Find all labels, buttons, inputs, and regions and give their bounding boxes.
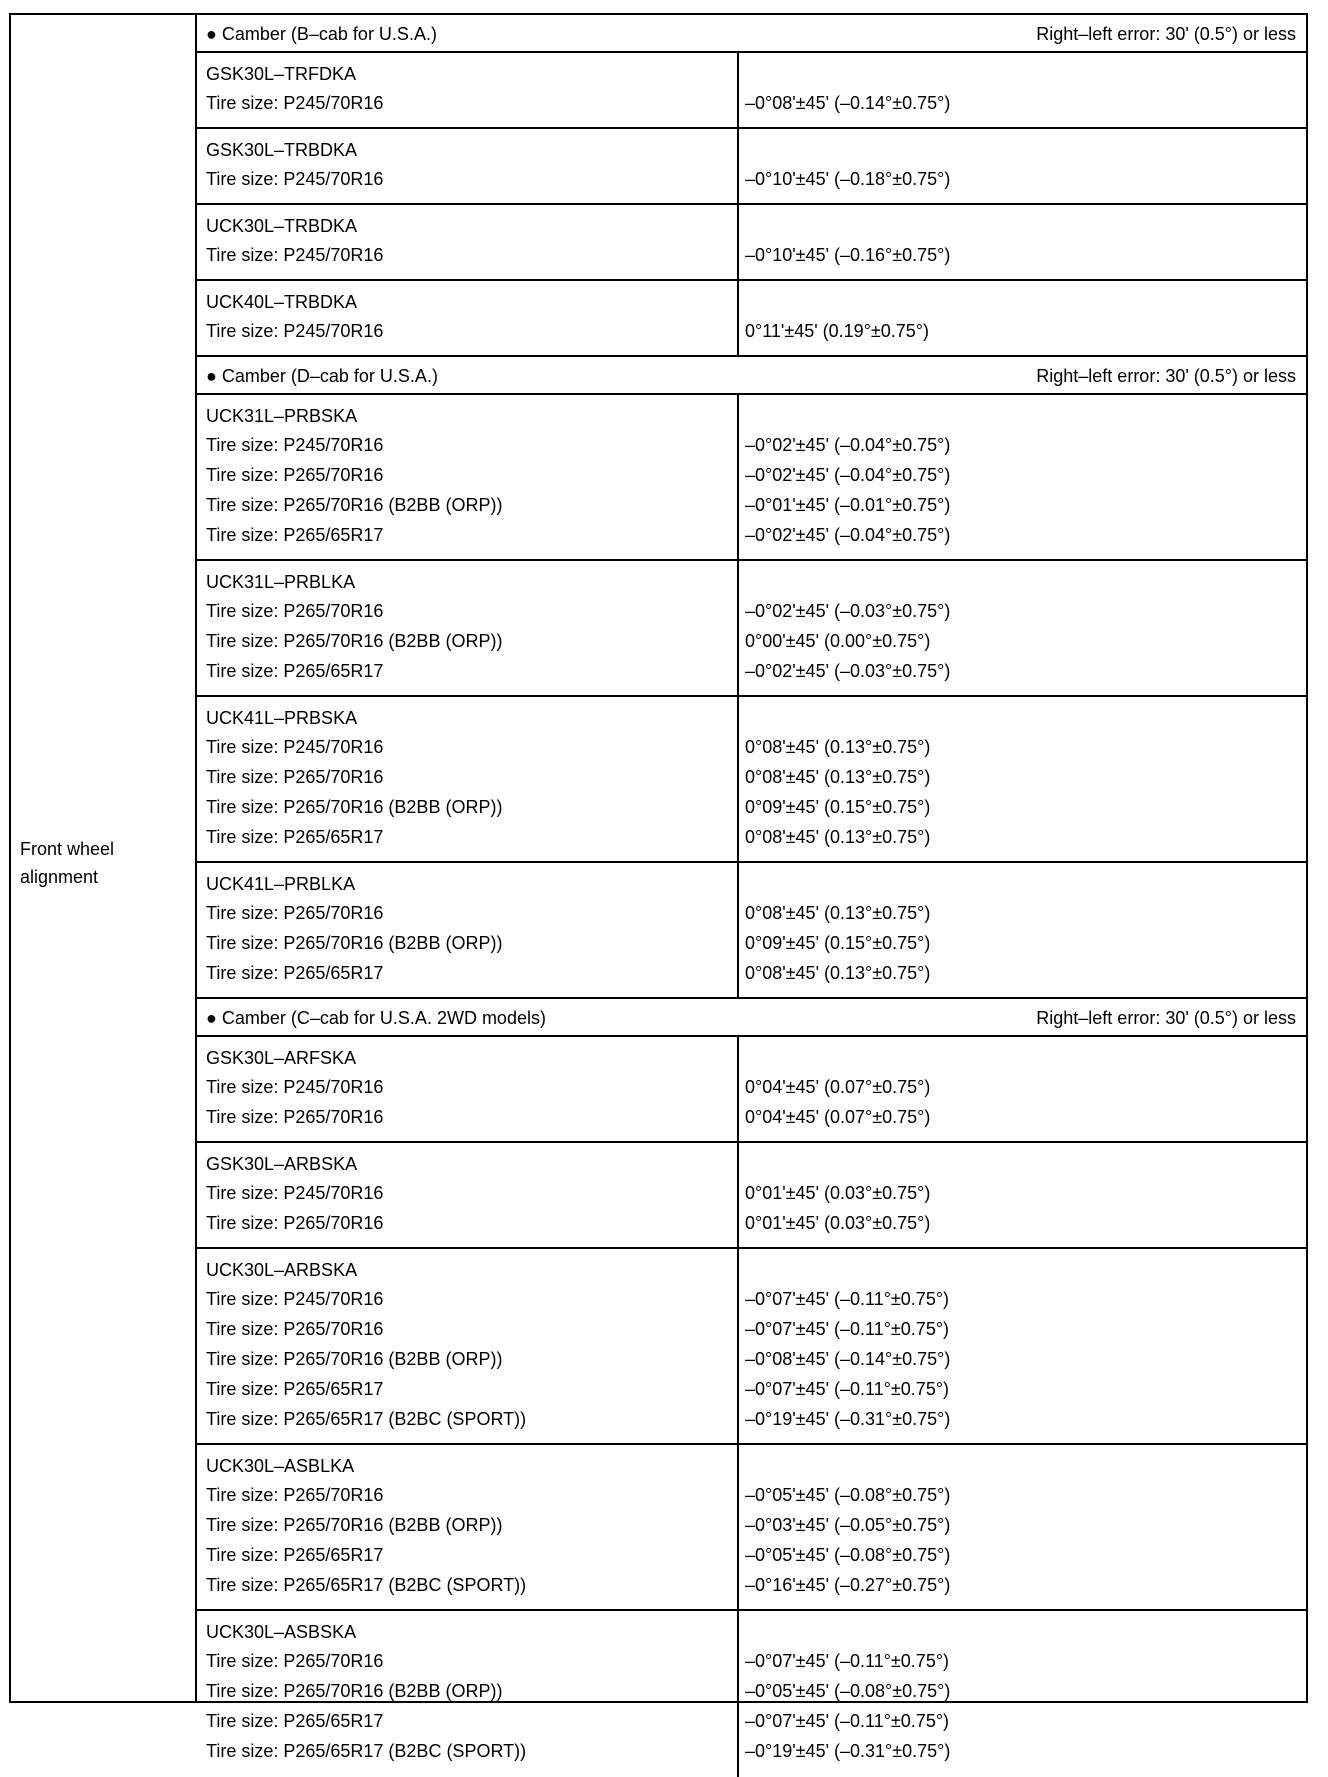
camber-value: –0°02'±45' (–0.04°±0.75°) [745, 525, 951, 545]
tire-size: Tire size: P245/70R16 [206, 321, 384, 341]
tire-size: Tire size: P245/70R16 [206, 1077, 384, 1097]
tire-rows [197, 241, 1306, 271]
tire-size: Tire size: P245/70R16 [206, 169, 384, 189]
model-code: UCK30L–ARBSKA [206, 1260, 358, 1280]
camber-value: 0°08'±45' (0.13°±0.75°) [745, 767, 931, 787]
model-code: UCK30L–TRBDKA [206, 216, 358, 236]
tire-rows [197, 1073, 1306, 1133]
camber-value: 0°00'±45' (0.00°±0.75°) [745, 631, 931, 651]
camber-value: –0°10'±45' (–0.18°±0.75°) [745, 169, 951, 189]
tire-row [197, 1511, 1306, 1541]
tire-size: Tire size: P245/70R16 [206, 93, 384, 113]
camber-value: –0°07'±45' (–0.11°±0.75°) [745, 1711, 950, 1731]
tire-rows [197, 317, 1306, 347]
tire-size: Tire size: P265/70R16 [206, 465, 384, 485]
tire-size: Tire size: P265/65R17 (B2BC (SPORT)) [206, 1575, 527, 1595]
section-title: ● Camber (C–cab for U.S.A. 2WD models) [206, 1008, 546, 1028]
tire-size: Tire size: P265/70R16 (B2BB (ORP)) [206, 933, 503, 953]
tire-row [197, 165, 1306, 195]
tire-size: Tire size: P265/65R17 [206, 827, 384, 847]
tire-size: Tire size: P265/70R16 (B2BB (ORP)) [206, 495, 503, 515]
camber-value: 0°04'±45' (0.07°±0.75°) [745, 1107, 931, 1127]
camber-value: 0°04'±45' (0.07°±0.75°) [745, 1077, 931, 1097]
camber-value: –0°07'±45' (–0.11°±0.75°) [745, 1651, 950, 1671]
tire-row [197, 1677, 1306, 1707]
camber-value: 0°11'±45' (0.19°±0.75°) [745, 321, 929, 341]
tire-size: Tire size: P265/65R17 (B2BC (SPORT)) [206, 1409, 527, 1429]
camber-value: 0°08'±45' (0.13°±0.75°) [745, 737, 931, 757]
model-block [197, 281, 1306, 357]
section-error-tolerance: Right–left error: 30' (0.5°) or less [1036, 24, 1296, 44]
section-title: ● Camber (B–cab for U.S.A.) [206, 24, 437, 44]
model-code: UCK41L–PRBSKA [206, 708, 358, 728]
camber-value: 0°01'±45' (0.03°±0.75°) [745, 1213, 931, 1233]
model-block [197, 697, 1306, 863]
tire-row [197, 597, 1306, 627]
tire-size: Tire size: P265/70R16 [206, 1651, 384, 1671]
camber-value: –0°08'±45' (–0.14°±0.75°) [745, 1349, 951, 1369]
tire-row [197, 1345, 1306, 1375]
tire-row [197, 793, 1306, 823]
tire-size: Tire size: P265/65R17 [206, 661, 384, 681]
tire-row [197, 1375, 1306, 1405]
model-block [197, 205, 1306, 281]
tire-size: Tire size: P265/65R17 [206, 1379, 384, 1399]
camber-value: –0°05'±45' (–0.08°±0.75°) [745, 1681, 951, 1701]
tire-size: Tire size: P245/70R16 [206, 1183, 384, 1203]
tire-row [197, 823, 1306, 853]
model-block [197, 1611, 1306, 1777]
tire-row [197, 1285, 1306, 1315]
tire-size: Tire size: P245/70R16 [206, 435, 384, 455]
camber-value: –0°19'±45' (–0.31°±0.75°) [745, 1409, 951, 1429]
camber-value: –0°03'±45' (–0.05°±0.75°) [745, 1515, 951, 1535]
tire-rows [197, 165, 1306, 195]
section-error-tolerance: Right–left error: 30' (0.5°) or less [1036, 1008, 1296, 1028]
tire-rows [197, 597, 1306, 687]
model-code: GSK30L–TRFDKA [206, 64, 357, 84]
camber-value: 0°08'±45' (0.13°±0.75°) [745, 963, 931, 983]
tire-size: Tire size: P265/65R17 [206, 525, 384, 545]
tire-size: Tire size: P265/70R16 (B2BB (ORP)) [206, 1681, 503, 1701]
camber-value: –0°10'±45' (–0.16°±0.75°) [745, 245, 951, 265]
tire-size: Tire size: P265/70R16 (B2BB (ORP)) [206, 631, 503, 651]
camber-value: –0°05'±45' (–0.08°±0.75°) [745, 1485, 951, 1505]
section-header [197, 999, 1306, 1037]
tire-row [197, 1073, 1306, 1103]
tire-row [197, 1209, 1306, 1239]
tire-rows [197, 1179, 1306, 1239]
spec-table [9, 13, 1308, 1761]
tire-size: Tire size: P265/65R17 [206, 963, 384, 983]
tire-rows [197, 733, 1306, 853]
tire-size: Tire size: P265/70R16 [206, 1107, 384, 1127]
tire-size: Tire size: P245/70R16 [206, 245, 384, 265]
model-block [197, 1445, 1306, 1611]
tire-row [197, 1707, 1306, 1737]
model-code: UCK31L–PRBSKA [206, 406, 358, 426]
model-block [197, 1249, 1306, 1445]
camber-value: 0°01'±45' (0.03°±0.75°) [745, 1183, 931, 1203]
tire-row [197, 1179, 1306, 1209]
model-code: GSK30L–TRBDKA [206, 140, 358, 160]
tire-size: Tire size: P265/70R16 [206, 1213, 384, 1233]
camber-value: –0°02'±45' (–0.04°±0.75°) [745, 465, 951, 485]
camber-value: 0°08'±45' (0.13°±0.75°) [745, 903, 931, 923]
tire-row [197, 1405, 1306, 1435]
section-header [197, 357, 1306, 395]
camber-value: –0°16'±45' (–0.27°±0.75°) [745, 1575, 951, 1595]
tire-row [197, 1103, 1306, 1133]
model-block [197, 395, 1306, 561]
camber-value: –0°02'±45' (–0.04°±0.75°) [745, 435, 951, 455]
tire-row [197, 1541, 1306, 1571]
tire-rows [197, 1481, 1306, 1601]
tire-size: Tire size: P265/70R16 [206, 903, 384, 923]
model-code: UCK30L–ASBSKA [206, 1622, 357, 1642]
tire-row [197, 1315, 1306, 1345]
camber-value: –0°19'±45' (–0.31°±0.75°) [745, 1741, 951, 1761]
tire-row [197, 763, 1306, 793]
model-block [197, 863, 1306, 999]
tire-row [197, 491, 1306, 521]
camber-value: –0°07'±45' (–0.11°±0.75°) [745, 1379, 950, 1399]
row-label-column [11, 15, 197, 1701]
section-header [197, 15, 1306, 53]
tire-row [197, 899, 1306, 929]
camber-value: 0°09'±45' (0.15°±0.75°) [745, 933, 931, 953]
tire-row [197, 1481, 1306, 1511]
tire-row [197, 521, 1306, 551]
model-block [197, 1143, 1306, 1249]
tire-row [197, 733, 1306, 763]
model-code: UCK40L–TRBDKA [206, 292, 358, 312]
camber-value: –0°08'±45' (–0.14°±0.75°) [745, 93, 951, 113]
tire-row [197, 241, 1306, 271]
tire-row [197, 1737, 1306, 1767]
tire-size: Tire size: P265/70R16 [206, 1485, 384, 1505]
camber-value: 0°09'±45' (0.15°±0.75°) [745, 797, 931, 817]
tire-rows [197, 89, 1306, 119]
camber-value: –0°02'±45' (–0.03°±0.75°) [745, 601, 951, 621]
model-block [197, 561, 1306, 697]
tire-rows [197, 899, 1306, 989]
tire-size: Tire size: P265/70R16 (B2BB (ORP)) [206, 1515, 503, 1535]
camber-value: –0°05'±45' (–0.08°±0.75°) [745, 1545, 951, 1565]
tire-size: Tire size: P265/65R17 [206, 1545, 384, 1565]
section-error-tolerance: Right–left error: 30' (0.5°) or less [1036, 366, 1296, 386]
tire-size: Tire size: P265/70R16 (B2BB (ORP)) [206, 1349, 503, 1369]
tire-size: Tire size: P265/70R16 [206, 601, 384, 621]
row-label: Front wheel alignment [20, 839, 115, 887]
tire-row [197, 627, 1306, 657]
section-title: ● Camber (D–cab for U.S.A.) [206, 366, 438, 386]
tire-row [197, 929, 1306, 959]
tire-row [197, 1571, 1306, 1601]
camber-value: –0°02'±45' (–0.03°±0.75°) [745, 661, 951, 681]
tire-row [197, 89, 1306, 119]
tire-row [197, 1647, 1306, 1677]
camber-value: –0°07'±45' (–0.11°±0.75°) [745, 1319, 950, 1339]
model-block [197, 1037, 1306, 1143]
tire-size: Tire size: P265/70R16 (B2BB (ORP)) [206, 797, 503, 817]
camber-value: –0°07'±45' (–0.11°±0.75°) [745, 1289, 950, 1309]
tire-rows [197, 431, 1306, 551]
tire-row [197, 317, 1306, 347]
tire-row [197, 959, 1306, 989]
tire-row [197, 461, 1306, 491]
tire-row [197, 431, 1306, 461]
model-code: UCK41L–PRBLKA [206, 874, 356, 894]
spec-content [197, 15, 1306, 1761]
tire-size: Tire size: P245/70R16 [206, 1289, 384, 1309]
tire-rows [197, 1647, 1306, 1767]
tire-size: Tire size: P245/70R16 [206, 737, 384, 757]
camber-value: –0°01'±45' (–0.01°±0.75°) [745, 495, 951, 515]
model-code: UCK30L–ASBLKA [206, 1456, 355, 1476]
tire-rows [197, 1285, 1306, 1435]
model-block [197, 53, 1306, 129]
tire-size: Tire size: P265/65R17 [206, 1711, 384, 1731]
tire-size: Tire size: P265/65R17 (B2BC (SPORT)) [206, 1741, 527, 1761]
model-block [197, 129, 1306, 205]
tire-row [197, 657, 1306, 687]
model-code: GSK30L–ARFSKA [206, 1048, 357, 1068]
tire-size: Tire size: P265/70R16 [206, 1319, 384, 1339]
model-code: UCK31L–PRBLKA [206, 572, 356, 592]
model-code: GSK30L–ARBSKA [206, 1154, 358, 1174]
tire-size: Tire size: P265/70R16 [206, 767, 384, 787]
camber-value: 0°08'±45' (0.13°±0.75°) [745, 827, 931, 847]
